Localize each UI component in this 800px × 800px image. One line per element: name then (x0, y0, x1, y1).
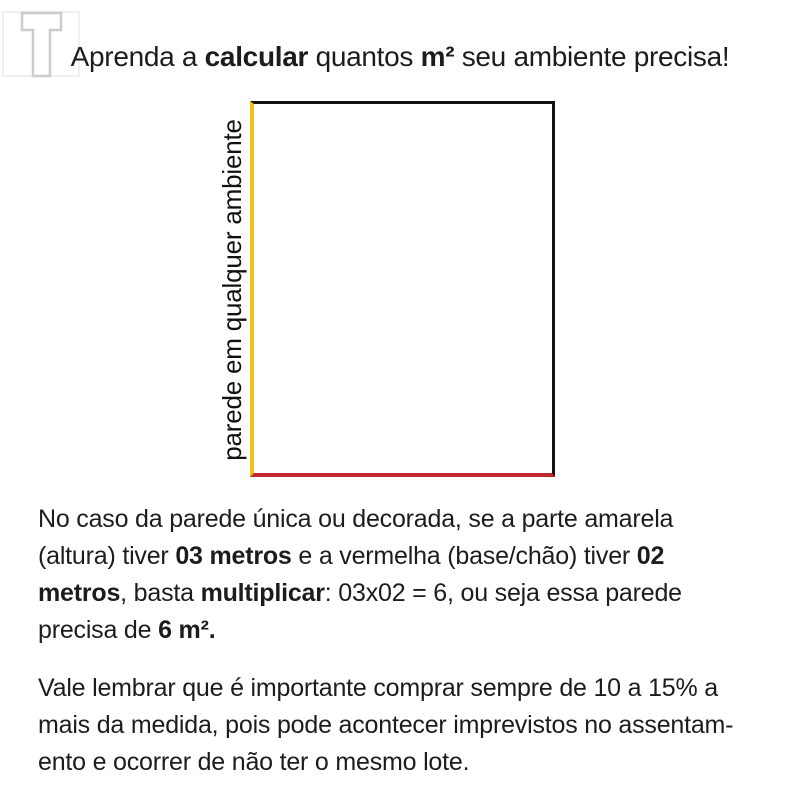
text-line (38, 505, 673, 533)
text-segment: : 03x02 = 6, ou seja essa parede (324, 579, 682, 607)
text-segment: , basta (120, 579, 201, 607)
text-segment-bold: 03 metros (175, 542, 292, 570)
title-bold-m2: m² (420, 41, 455, 72)
wall-diagram-label: parede em qualquer ambiente (217, 119, 247, 461)
body-text (38, 501, 783, 781)
wall-diagram-rectangle (250, 101, 555, 477)
title-bold-calcular: calcular (204, 41, 309, 72)
text-segment-bold: 6 m². (158, 616, 216, 644)
text-line: Vale lembrar que é importante comprar sempre de 10 a 15% a (38, 674, 718, 702)
text-segment-bold: metros (38, 579, 121, 607)
text-line (38, 542, 664, 570)
paragraph-tip (38, 670, 783, 781)
text-line: ento e ocorrer de não ter o mesmo lote. (38, 748, 470, 776)
page-title (0, 41, 800, 73)
paragraph-calculation (38, 501, 783, 649)
text-segment: (altura) tiver (38, 542, 176, 570)
text-line: mais da medida, pois pode acontecer imprevistos no assentam- (38, 711, 734, 739)
title-text: quantos (308, 41, 421, 72)
text-segment: precisa de (38, 616, 159, 644)
text-segment: e a vermelha (base/chão) tiver (291, 542, 637, 570)
text-segment-bold: 02 (636, 542, 665, 570)
title-text: seu ambiente precisa! (454, 41, 730, 72)
text-line (38, 579, 682, 607)
text-line (38, 616, 215, 644)
title-text: Aprenda a (70, 41, 205, 72)
text-segment: No caso da parede única ou decorada, se a parte amarela (38, 505, 674, 533)
text-segment-bold: multiplicar (200, 579, 325, 607)
